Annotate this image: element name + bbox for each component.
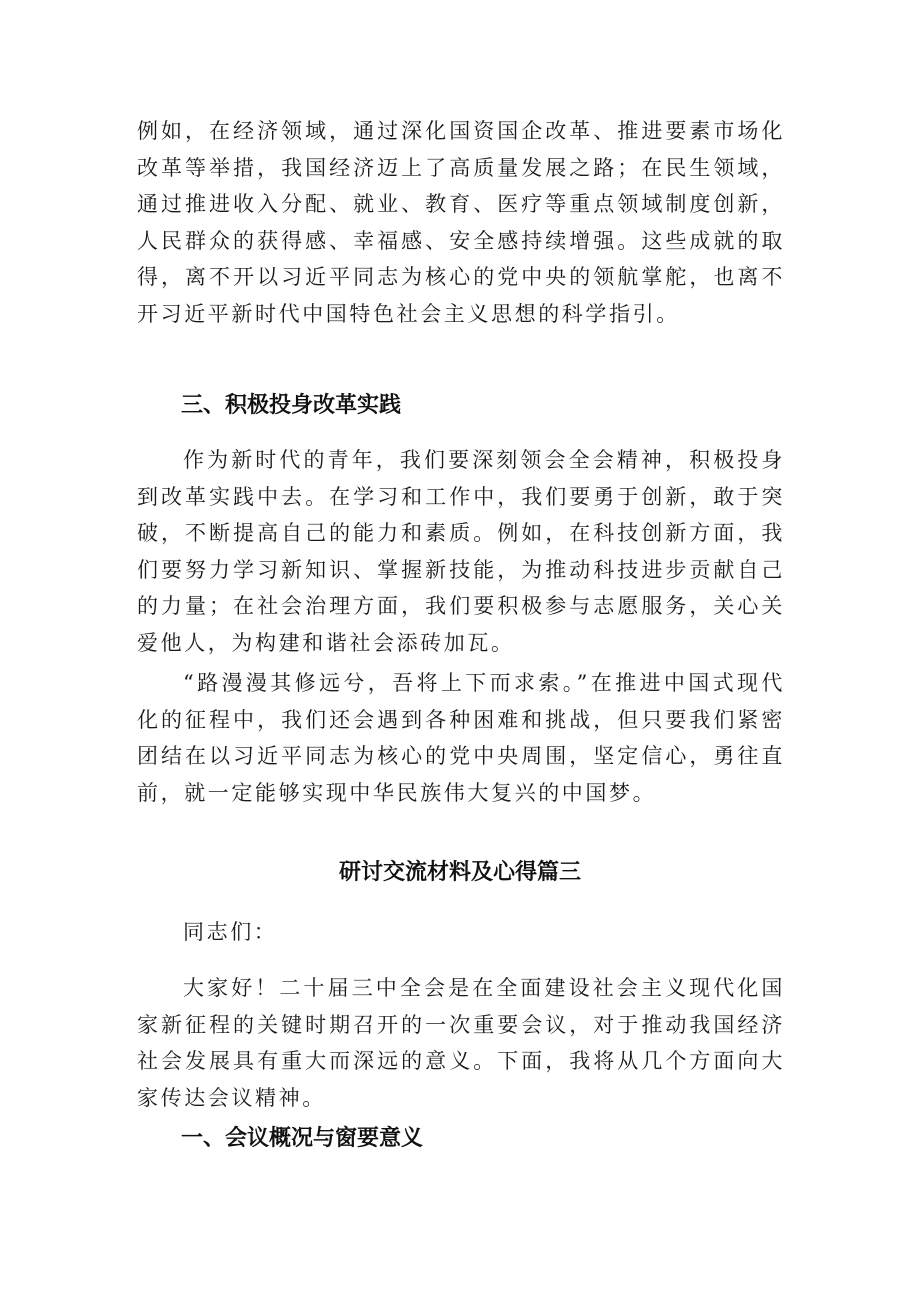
paragraph-opening-remarks: 大家好！二十届三中全会是在全面建设社会主义现代化国家新征程的关键时期召开的一次重要会议，对于推动我国经济社会发展具有重大而深远的意义。下面，我将从几个方面向大家传达会议精神。 [137, 976, 785, 1110]
paragraph-youth-reform: 作为新时代的青年，我们要深刻领会全会精神，积极投身到改革实践中去。在学习和工作中，我们要勇于创新，敢于突破，不断提高自己的能力和素质。例如，在科技创新方面，我们要努力学习新知识、掌握新技能，为推动科技进步贡献自己的力量；在社会治理方面，我们要积极参与志愿服务，关心关爱他人，为构建和谐社会添砖加瓦。 [137, 448, 785, 655]
salutation: 同志们： [183, 920, 278, 944]
section-heading-meeting-overview: 一、会议概况与窗要意义 [181, 1126, 424, 1151]
paragraph-chinese-dream: “路漫漫其修远兮，吾将上下而求索。”在推进中国式现代化的征程中，我们还会遇到各种困难和挑战，但只要我们紧密团结在以习近平同志为核心的党中央周围，坚定信心，勇往直前，就一定能够实现中华民族伟大复兴的中国梦。 [137, 671, 785, 805]
article-title: 研讨交流材料及心得篇三 [338, 860, 581, 885]
section-heading-reform-practice: 三、积极投身改革实践 [181, 393, 402, 418]
paragraph-economy-livelihood: 例如，在经济领域，通过深化国资国企改革、推进要素市场化改革等举措，我国经济迈上了高质量发展之路；在民生领域，通过推进收入分配、就业、教育、医疗等重点领域制度创新，人民群众的获得感、幸福感、安全感持续增强。这些成就的取得，离不开以习近平同志为核心的党中央的领航掌舵，也离不开习近平新时代中国特色社会主义思想的科学指引。 [137, 119, 785, 326]
